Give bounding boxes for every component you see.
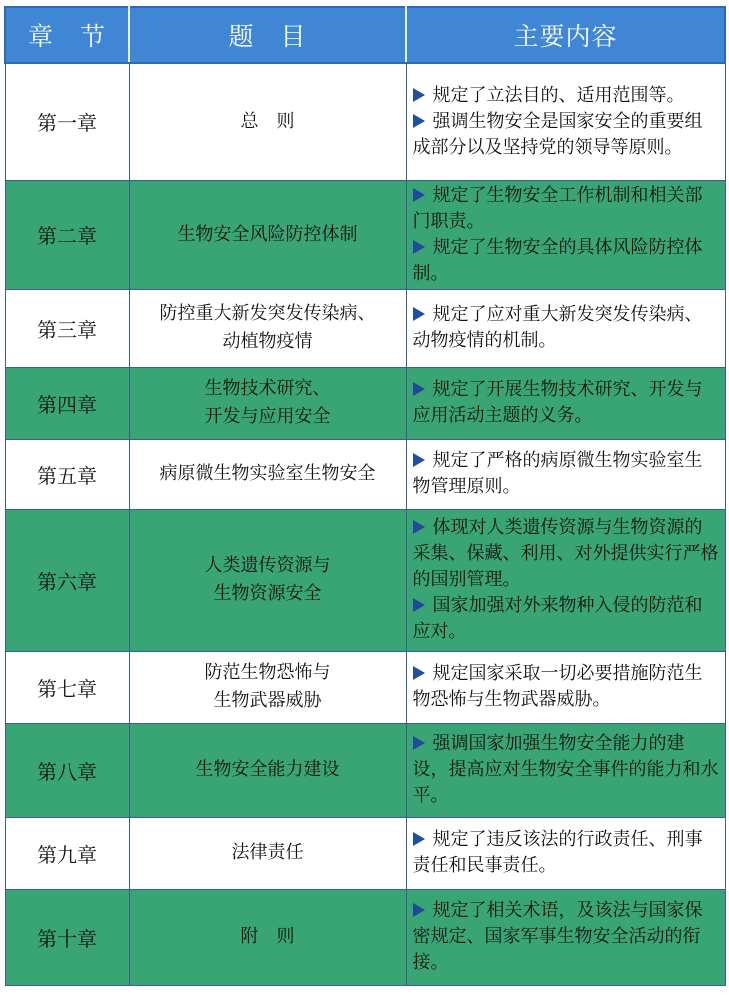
chapter-cell: 第一章 bbox=[5, 63, 129, 180]
content-point bbox=[413, 83, 719, 109]
content-point bbox=[413, 731, 719, 809]
content-point-text: 规定国家采取一切必要措施防范生物恐怖与生物武器威胁。 bbox=[412, 663, 703, 710]
table-row bbox=[5, 367, 725, 439]
content-point bbox=[413, 827, 719, 879]
content-cell bbox=[406, 509, 725, 651]
content-cell bbox=[406, 180, 725, 289]
title-line: 防范生物恐怖与 bbox=[204, 662, 331, 683]
table-row bbox=[5, 63, 725, 180]
title-cell bbox=[129, 180, 406, 289]
title-line: 开发与应用安全 bbox=[204, 406, 331, 427]
table-header-row bbox=[5, 7, 725, 63]
table-row bbox=[5, 180, 725, 289]
title-cell bbox=[129, 651, 406, 723]
content-cell bbox=[406, 367, 725, 439]
table-row bbox=[5, 509, 725, 651]
table-row bbox=[5, 439, 725, 509]
arrow-bullet-icon bbox=[413, 307, 425, 321]
title-line: 生物资源安全 bbox=[213, 583, 322, 604]
chapter-cell: 第四章 bbox=[5, 367, 129, 439]
content-point-text: 规定了生物安全的具体风险防控体制。 bbox=[412, 236, 703, 284]
header-content: 主要内容 bbox=[406, 7, 725, 63]
arrow-bullet-icon bbox=[413, 903, 425, 917]
content-point-text: 强调国家加强生物安全能力的建设，提高应对生物安全事件的能力和水平。 bbox=[412, 733, 719, 806]
content-point bbox=[413, 235, 719, 287]
content-cell bbox=[406, 439, 725, 509]
content-point-text: 规定了违反该法的行政责任、刑事责任和民事责任。 bbox=[412, 829, 703, 876]
content-point-text: 规定了立法目的、适用范围等。 bbox=[432, 84, 685, 106]
law-chapters-table-wrapper bbox=[4, 6, 724, 986]
chapter-cell: 第五章 bbox=[5, 439, 129, 509]
title-line: 生物安全能力建设 bbox=[195, 759, 340, 780]
title-line: 病原微生物实验室生物安全 bbox=[159, 463, 376, 484]
table-row bbox=[5, 889, 725, 985]
content-point-text: 规定了开展生物技术研究、开发与应用活动主题的义务。 bbox=[412, 379, 703, 426]
arrow-bullet-icon bbox=[413, 736, 425, 750]
content-point bbox=[413, 302, 719, 354]
title-line: 生物技术研究、 bbox=[204, 378, 331, 399]
content-point bbox=[413, 448, 719, 500]
arrow-bullet-icon bbox=[413, 188, 425, 202]
arrow-bullet-icon bbox=[413, 832, 425, 846]
arrow-bullet-icon bbox=[413, 598, 425, 612]
title-line: 生物武器威胁 bbox=[213, 690, 322, 711]
content-cell bbox=[406, 817, 725, 889]
chapter-cell: 第二章 bbox=[5, 180, 129, 289]
content-point bbox=[413, 661, 719, 713]
title-cell bbox=[129, 289, 406, 367]
title-line: 法律责任 bbox=[231, 842, 304, 863]
title-cell bbox=[129, 439, 406, 509]
table-row bbox=[5, 817, 725, 889]
content-point bbox=[413, 515, 719, 593]
law-chapters-table bbox=[4, 6, 726, 986]
chapter-cell: 第十章 bbox=[5, 889, 129, 985]
content-point-text: 规定了严格的病原微生物实验室生物管理原则。 bbox=[412, 450, 703, 497]
content-point-text: 规定了生物安全工作机制和相关部门职责。 bbox=[412, 184, 703, 232]
arrow-bullet-icon bbox=[413, 240, 425, 254]
content-point bbox=[413, 109, 719, 161]
title-line: 防控重大新发突发传染病、 bbox=[159, 303, 376, 324]
content-point-text: 规定了应对重大新发突发传染病、动物疫情的机制。 bbox=[412, 304, 703, 351]
chapter-cell: 第六章 bbox=[5, 509, 129, 651]
content-point-text: 强调生物安全是国家安全的重要组成部分以及坚持党的领导等原则。 bbox=[412, 110, 703, 158]
title-cell bbox=[129, 889, 406, 985]
chapter-cell: 第三章 bbox=[5, 289, 129, 367]
title-line: 动植物疫情 bbox=[222, 331, 313, 352]
content-cell bbox=[406, 889, 725, 985]
content-point-text: 规定了相关术语，及该法与国家保密规定、国家军事生物安全活动的衔接。 bbox=[412, 900, 703, 973]
content-point-text: 国家加强对外来物种入侵的防范和应对。 bbox=[412, 595, 703, 642]
content-point-text: 体现对人类遗传资源与生物资源的采集、保藏、利用、对外提供实行严格的国别管理。 bbox=[412, 517, 719, 590]
title-line: 人类遗传资源与 bbox=[204, 555, 331, 576]
table-row bbox=[5, 289, 725, 367]
arrow-bullet-icon bbox=[413, 453, 425, 467]
title-line: 附 则 bbox=[240, 926, 295, 947]
chapter-cell: 第九章 bbox=[5, 817, 129, 889]
title-cell bbox=[129, 367, 406, 439]
content-point bbox=[413, 898, 719, 976]
table-body bbox=[5, 63, 725, 985]
table-row bbox=[5, 651, 725, 723]
table-row bbox=[5, 723, 725, 817]
title-line: 总 则 bbox=[240, 110, 295, 132]
content-cell bbox=[406, 723, 725, 817]
title-cell bbox=[129, 509, 406, 651]
content-point bbox=[413, 183, 719, 235]
content-cell bbox=[406, 651, 725, 723]
content-cell bbox=[406, 63, 725, 180]
arrow-bullet-icon bbox=[413, 114, 425, 128]
title-cell bbox=[129, 63, 406, 180]
header-title: 题 目 bbox=[129, 7, 406, 63]
arrow-bullet-icon bbox=[413, 666, 425, 680]
title-cell bbox=[129, 723, 406, 817]
chapter-cell: 第八章 bbox=[5, 723, 129, 817]
content-point bbox=[413, 593, 719, 645]
arrow-bullet-icon bbox=[413, 88, 425, 102]
header-chapter: 章 节 bbox=[5, 7, 129, 63]
arrow-bullet-icon bbox=[413, 520, 425, 534]
chapter-cell: 第七章 bbox=[5, 651, 129, 723]
title-cell bbox=[129, 817, 406, 889]
content-cell bbox=[406, 289, 725, 367]
content-point bbox=[413, 377, 719, 429]
arrow-bullet-icon bbox=[413, 382, 425, 396]
title-line: 生物安全风险防控体制 bbox=[177, 223, 358, 245]
